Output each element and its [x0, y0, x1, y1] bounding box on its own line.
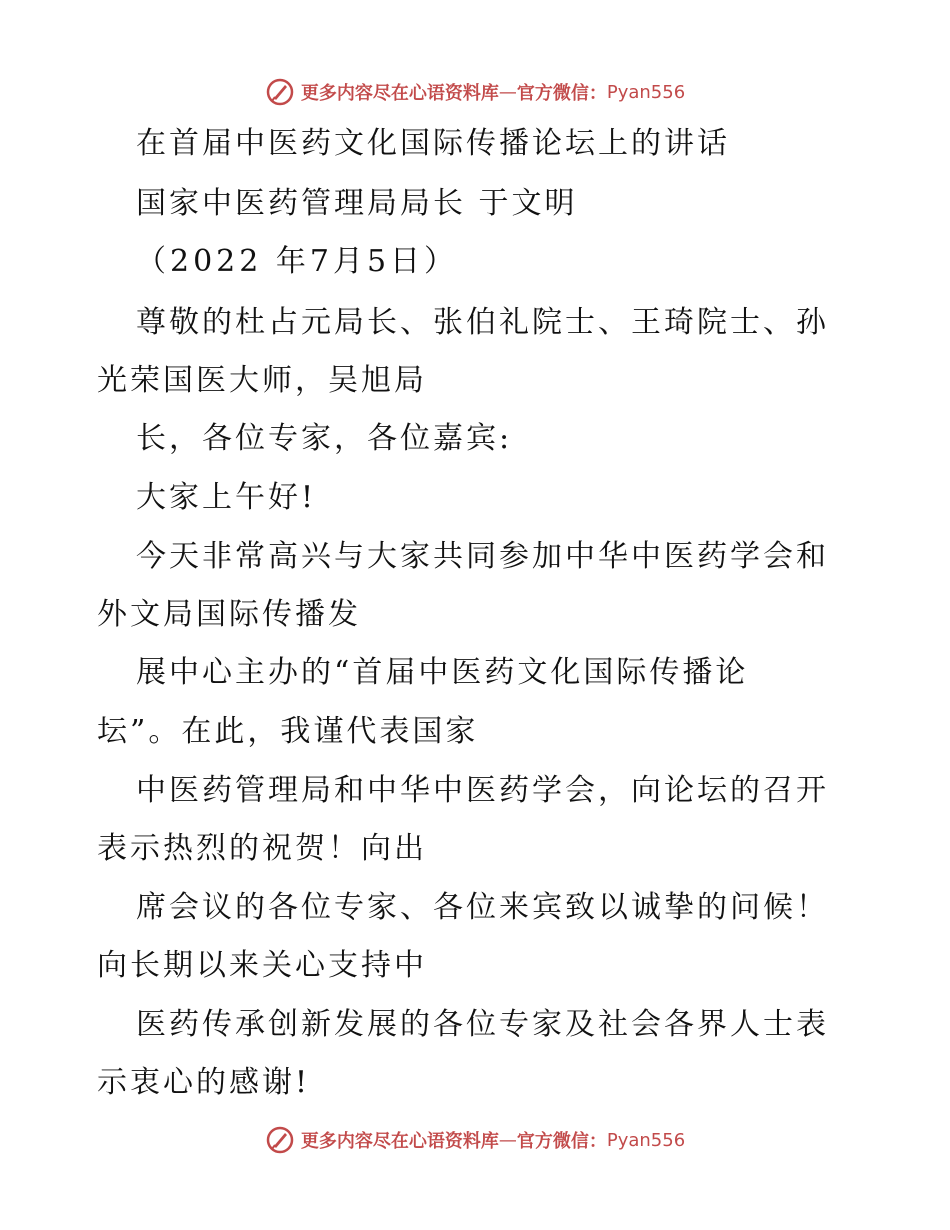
watermark-wechat-label: 官方微信： — [516, 1131, 607, 1152]
body-line: 尊敬的杜占元局长、张伯礼院士、王琦院士、孙 — [136, 305, 829, 340]
top-watermark — [0, 72, 950, 112]
body-line: 示衷心的感谢! — [97, 1065, 311, 1100]
quill-logo-icon — [265, 77, 295, 107]
bottom-watermark — [0, 1120, 950, 1160]
watermark-main-text: 更多内容尽在心语资料库 — [300, 1131, 499, 1152]
body-line: 今天非常高兴与大家共同参加中华中医药学会和 — [136, 539, 829, 574]
body-line: 医药传承创新发展的各位专家及社会各界人士表 — [136, 1007, 829, 1042]
body-line: 中医药管理局和中华中医药学会，向论坛的召开 — [136, 773, 829, 808]
body-line: 长，各位专家，各位嘉宾: — [136, 421, 513, 456]
quill-logo-icon — [265, 1125, 295, 1155]
body-line: 展中心主办的“首届中医药文化国际传播论 — [136, 655, 749, 690]
watermark-dash: — — [498, 81, 517, 103]
body-line: 表示热烈的祝贺！向出 — [97, 831, 427, 866]
date-line: （2022 年7月5日） — [136, 244, 459, 279]
body-line: 外文局国际传播发 — [97, 597, 361, 632]
watermark-account: Pyan556 — [606, 81, 686, 103]
speaker-line: 国家中医药管理局局长 于文明 — [136, 186, 578, 221]
body-line: 席会议的各位专家、各位来宾致以诚挚的问候！ — [136, 890, 829, 925]
watermark-dash: — — [498, 1129, 517, 1151]
body-line: 坛”。在此，我谨代表国家 — [97, 714, 479, 749]
watermark-account: Pyan556 — [606, 1129, 686, 1151]
body-line: 向长期以来关心支持中 — [97, 948, 427, 983]
body-line: 光荣国医大师，吴旭局 — [97, 363, 427, 398]
body-line: 大家上午好! — [136, 480, 317, 515]
speech-title: 在首届中医药文化国际传播论坛上的讲话 — [136, 126, 730, 161]
watermark-wechat-label: 官方微信： — [516, 83, 607, 104]
watermark-main-text: 更多内容尽在心语资料库 — [300, 83, 499, 104]
